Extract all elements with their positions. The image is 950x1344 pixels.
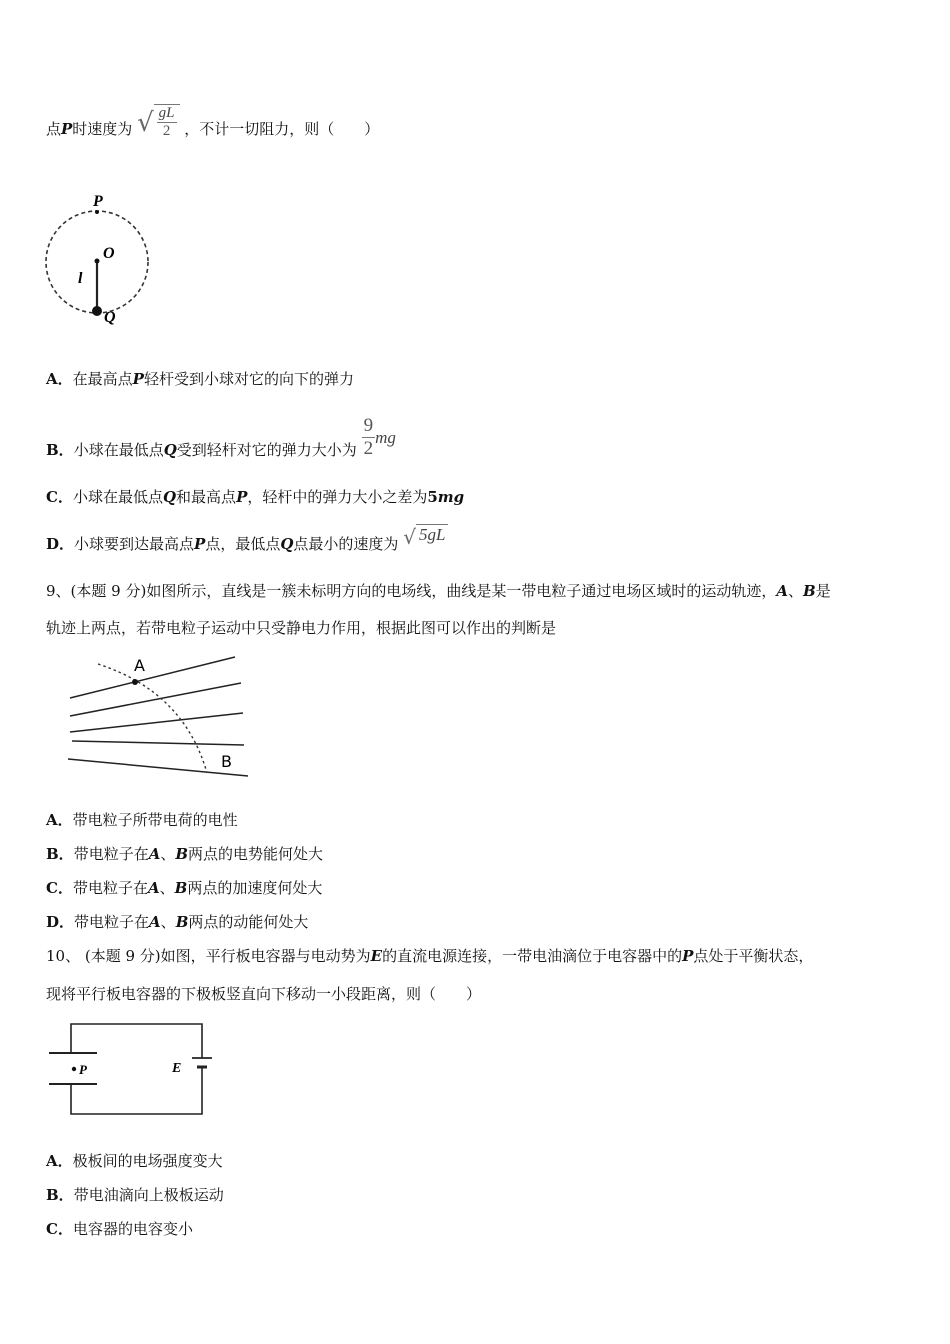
label-o: O — [103, 245, 115, 262]
d-sqrt: √ 5gL — [403, 524, 448, 550]
label-l: l — [78, 270, 83, 287]
q8-circle-diagram — [40, 188, 160, 328]
label-a: A — [134, 656, 145, 675]
q9-option-a[interactable]: A．带电粒子所带电荷的电性 — [46, 811, 238, 829]
q10-stem-line2: 现将平行板电容器的下极板竖直向下移动一小段距离，则（ ） — [46, 985, 482, 1003]
speed-sqrt-fraction: √ $\frac{gL}{2}$ — [137, 104, 179, 142]
q10-stem-line1: 10、 (本题 9 分)如图，平行板电容器与电动势为E的直流电源连接，一带电油滴位于电容器中的P点处于平衡状态， — [46, 947, 814, 965]
q8-option-b[interactable]: B．小球在最低点Q受到轻杆对它的弹力大小为 $\frac{9}{2}$ mg — [46, 414, 396, 459]
q9-option-c[interactable]: C．带电粒子在A、B两点的加速度何处大 — [46, 879, 323, 897]
q9-option-b[interactable]: B．带电粒子在A、B两点的电势能何处大 — [46, 845, 324, 863]
q9-stem-line2: 轨迹上两点，若带电粒子运动中只受静电力作用，根据此图可以作出的判断是 — [46, 619, 557, 637]
label-e: E — [172, 1061, 182, 1076]
label-p: P — [79, 1062, 87, 1077]
q10-circuit-diagram — [44, 1018, 224, 1122]
label-b: B — [221, 752, 232, 771]
label-q: Q — [104, 309, 116, 326]
q8-option-c[interactable]: C．小球在最低点Q和最高点P，轻杆中的弹力大小之差为5mg — [46, 488, 465, 506]
q9-option-d[interactable]: D．带电粒子在A、B两点的动能何处大 — [46, 913, 309, 931]
q8-option-d[interactable]: D．小球要到达最高点P点，最低点Q点最小的速度为 √ 5gL — [46, 534, 448, 554]
b-fraction: $\frac{9}{2}$ — [363, 414, 374, 459]
q8-stem: 点P时速度为 √ $\frac{gL}{2}$ ，不计一切阻力，则（ ） — [46, 118, 379, 142]
q9-field-diagram — [64, 652, 254, 782]
q10-option-a[interactable]: A．极板间的电场强度变大 — [46, 1152, 223, 1170]
label-p: P — [93, 193, 103, 210]
q10-option-b[interactable]: B．带电油滴向上极板运动 — [46, 1186, 224, 1204]
q10-option-c[interactable]: C．电容器的电容变小 — [46, 1220, 193, 1238]
q9-stem-line1: 9、(本题 9 分)如图所示，直线是一簇未标明方向的电场线，曲线是某一带电粒子通过电场区域时的运动轨迹，A、B是 — [46, 582, 831, 600]
q8-option-a[interactable]: A．在最高点P轻杆受到小球对它的向下的弹力 — [46, 370, 354, 388]
